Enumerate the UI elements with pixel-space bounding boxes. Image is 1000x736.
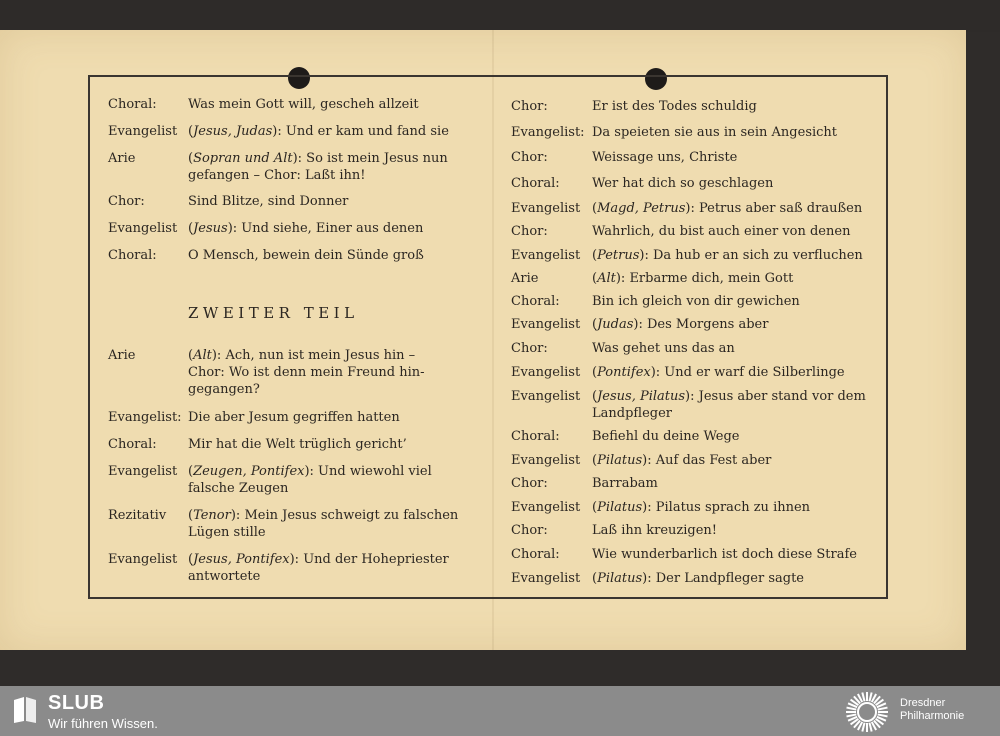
entry-text-segment: Wie wunderbarlich ist doch diese Strafe [592, 547, 857, 562]
entry-role: Evangelist [108, 552, 178, 567]
program-entry [511, 316, 768, 333]
entry-text-segment: Weissage uns, Christe [592, 150, 738, 165]
voices-label: Jesus, Pontifex [193, 552, 290, 567]
program-entry [108, 150, 448, 184]
program-entry [511, 270, 793, 287]
entry-text-segment: ( [188, 221, 194, 236]
entry-text-segment: ( [592, 201, 598, 216]
entry-text [592, 98, 757, 115]
entry-text-segment: Die aber Jesum gegriffen hatten [188, 410, 400, 425]
voices-label: Judas [597, 317, 634, 332]
program-entry [511, 149, 737, 166]
program-entry [108, 436, 407, 453]
entry-text-segment: ( [188, 508, 194, 523]
entry-text [188, 96, 419, 113]
entry-text-segment: ( [592, 571, 598, 586]
entry-text-segment: ): Der Landpfleger sagte [642, 571, 805, 586]
entry-text-segment: ( [188, 151, 194, 166]
sunburst-ray [878, 714, 888, 716]
sunburst-ray [862, 693, 864, 702]
program-entry [108, 193, 348, 210]
program-entry [108, 247, 424, 264]
entry-text-segment: ): Erbarme dich, mein Gott [615, 271, 794, 286]
scan-background [0, 0, 1000, 32]
entry-text-segment: ( [592, 248, 598, 263]
entry-text-segment: ): Mein Jesus schweigt zu falschen Lügen stille [188, 508, 459, 540]
entry-role: Choral: [108, 437, 157, 452]
entry-role: Arie [511, 271, 539, 286]
entry-role: Choral: [511, 429, 560, 444]
sunburst-ray [847, 708, 857, 710]
program-entry [108, 507, 458, 541]
program-entry [108, 123, 449, 140]
entry-role: Evangelist [511, 317, 581, 332]
entry-role: Choral: [511, 547, 560, 562]
entry-role: Chor: [511, 341, 548, 356]
entry-role: Evangelist [108, 464, 178, 479]
program-entry [511, 200, 862, 217]
voices-label: Pilatus [597, 453, 643, 468]
entry-text-segment: ( [592, 365, 598, 380]
entry-text [188, 247, 424, 264]
program-entry [108, 463, 432, 497]
entry-role: Evangelist [511, 389, 581, 404]
program-entry [511, 428, 739, 445]
entry-text [592, 452, 771, 469]
entry-role: Chor: [108, 194, 145, 209]
entry-text-segment: ( [188, 552, 194, 567]
program-entry [511, 340, 735, 357]
program-entry [108, 409, 400, 426]
entry-text [592, 293, 800, 310]
voices-label: Jesus [193, 221, 228, 236]
entry-text [188, 347, 425, 398]
entry-role: Evangelist: [511, 125, 585, 140]
entry-text-segment: ( [188, 464, 194, 479]
sunburst-ray [869, 693, 871, 702]
program-entry [511, 452, 771, 469]
entry-text [592, 149, 737, 166]
entry-text [592, 247, 863, 264]
program-entry [108, 96, 419, 113]
program-entry [511, 570, 804, 587]
entry-text-segment: Befiehl du deine Wege [592, 429, 740, 444]
entry-text [188, 123, 449, 140]
voices-label: Sopran und Alt [193, 151, 293, 166]
entry-text [188, 436, 407, 453]
program-entry [511, 175, 773, 192]
entry-text-segment: ( [592, 271, 598, 286]
entry-role: Evangelist [108, 124, 178, 139]
entry-text-segment: ): So ist mein Jesus nun gefangen – Chor: Laßt ihn! [188, 151, 448, 183]
entry-text-segment: ): Jesus aber stand vor dem Landpfleger [592, 389, 866, 421]
slub-tagline: Wir führen Wissen. [48, 716, 158, 731]
entry-text [188, 551, 449, 585]
voices-label: Pilatus [597, 500, 643, 515]
voices-label: Pontifex [597, 365, 651, 380]
entry-role: Chor: [511, 476, 548, 491]
voices-label: Alt [193, 348, 212, 363]
entry-text [592, 546, 857, 563]
entry-text-segment: Mir hat die Welt trüglich gericht’ [188, 437, 407, 452]
entry-text [592, 428, 739, 445]
entry-text-segment: ): Petrus aber saß draußen [685, 201, 863, 216]
entry-text [188, 193, 348, 210]
entry-role: Evangelist [108, 221, 178, 236]
entry-text-segment: ): Des Morgens aber [633, 317, 769, 332]
entry-text-segment: ): Und wiewohl viel falsche Zeugen [188, 464, 432, 496]
program-entry [511, 364, 845, 381]
entry-text-segment: ): Und er warf die Silberlinge [650, 365, 845, 380]
sunburst-ray [862, 723, 864, 732]
entry-text-segment: ): Und er kam und fand sie [272, 124, 449, 139]
entry-text-segment: Sind Blitze, sind Donner [188, 194, 349, 209]
entry-text-segment: Wahrlich, du bist auch einer von denen [592, 224, 851, 239]
entry-text-segment: Wer hat dich so geschlagen [592, 176, 774, 191]
entry-text [188, 220, 423, 237]
footer-bar [0, 686, 1000, 736]
entry-text-segment: ): Und der Hohepriester antwortete [188, 552, 449, 584]
entry-role: Evangelist [511, 365, 581, 380]
entry-text [592, 270, 793, 287]
program-entry [511, 546, 857, 563]
sunburst-ray [869, 723, 871, 732]
entry-text [592, 200, 862, 217]
entry-text-segment: ( [188, 348, 194, 363]
entry-text [592, 475, 658, 492]
entry-text-segment: ( [592, 389, 598, 404]
entry-text-segment: ): Da hub er an sich zu verfluchen [639, 248, 863, 263]
program-entry [511, 499, 810, 516]
voices-label: Magd, Petrus [597, 201, 686, 216]
philharmonie-sunburst-icon [840, 689, 894, 735]
entry-role: Choral: [108, 97, 157, 112]
voices-label: Jesus, Pilatus [597, 389, 686, 404]
entry-text-segment: O Mensch, bewein dein Sünde groß [188, 248, 424, 263]
entry-text [592, 364, 845, 381]
slub-book-icon [12, 696, 38, 724]
entry-text-segment: ( [592, 500, 598, 515]
entry-text [592, 388, 866, 422]
program-entry [108, 220, 423, 237]
program-entry [108, 347, 425, 398]
program-entry [511, 223, 850, 240]
entry-text-segment: ( [592, 317, 598, 332]
entry-role: Choral: [511, 176, 560, 191]
entry-role: Arie [108, 348, 136, 363]
entry-text-segment: ): Und siehe, Einer aus denen [227, 221, 424, 236]
entry-role: Evangelist [511, 201, 581, 216]
program-entry [511, 293, 800, 310]
entry-text [592, 570, 804, 587]
entry-role: Evangelist [511, 500, 581, 515]
slub-name: SLUB [48, 692, 105, 714]
entry-role: Chor: [511, 150, 548, 165]
entry-text [188, 150, 448, 184]
entry-role: Evangelist: [108, 410, 182, 425]
entry-text [592, 124, 837, 141]
program-entry [511, 388, 866, 422]
sunburst-ray [878, 708, 888, 710]
entry-text-segment: ): Pilatus sprach zu ihnen [642, 500, 811, 515]
entry-text [592, 175, 773, 192]
entry-role: Chor: [511, 99, 548, 114]
program-entry [511, 98, 757, 115]
entry-text [592, 340, 735, 357]
program-entry [108, 551, 449, 585]
entry-text [592, 522, 717, 539]
entry-role: Chor: [511, 224, 548, 239]
entry-text-segment: Was gehet uns das an [592, 341, 735, 356]
voices-label: Pilatus [597, 571, 643, 586]
entry-role: Arie [108, 151, 136, 166]
program-entry [511, 124, 837, 141]
program-entry [511, 475, 658, 492]
entry-role: Choral: [108, 248, 157, 263]
program-entry [511, 522, 717, 539]
sunburst-ray [847, 714, 857, 716]
entry-text [188, 463, 432, 497]
philharmonie-name: Dresdner Philharmonie [900, 697, 965, 722]
entry-text-segment: ): Auf das Fest aber [642, 453, 772, 468]
voices-label: Zeugen, Pontifex [193, 464, 305, 479]
voices-label: Tenor [193, 508, 231, 523]
entry-role: Choral: [511, 294, 560, 309]
entry-text [188, 507, 458, 541]
entry-text-segment: ( [592, 453, 598, 468]
entry-role: Evangelist [511, 248, 581, 263]
entry-text-segment: Was mein Gott will, gescheh allzeit [188, 97, 419, 112]
entry-role: Rezitativ [108, 508, 167, 523]
program-entry [511, 247, 863, 264]
voices-label: Petrus [597, 248, 640, 263]
entry-text [592, 223, 850, 240]
entry-role: Evangelist [511, 571, 581, 586]
entry-text [592, 499, 810, 516]
entry-text-segment: ( [188, 124, 194, 139]
entry-role: Chor: [511, 523, 548, 538]
section-title: ZWEITER TEIL [188, 304, 359, 322]
entry-text-segment: ): Ach, nun ist mein Jesus hin – Chor: Wo ist denn mein Freund hin- gegangen? [188, 348, 425, 397]
entry-text-segment: Bin ich gleich von dir gewichen [592, 294, 800, 309]
entry-text [592, 316, 768, 333]
entry-role: Evangelist [511, 453, 581, 468]
voices-label: Alt [597, 271, 616, 286]
entry-text-segment: Da speieten sie aus in sein Angesicht [592, 125, 838, 140]
entry-text [188, 409, 400, 426]
entry-text-segment: Er ist des Todes schuldig [592, 99, 757, 114]
entry-text-segment: Barrabam [592, 476, 658, 491]
entry-text-segment: Laß ihn kreuzigen! [592, 523, 718, 538]
voices-label: Jesus, Judas [193, 124, 273, 139]
